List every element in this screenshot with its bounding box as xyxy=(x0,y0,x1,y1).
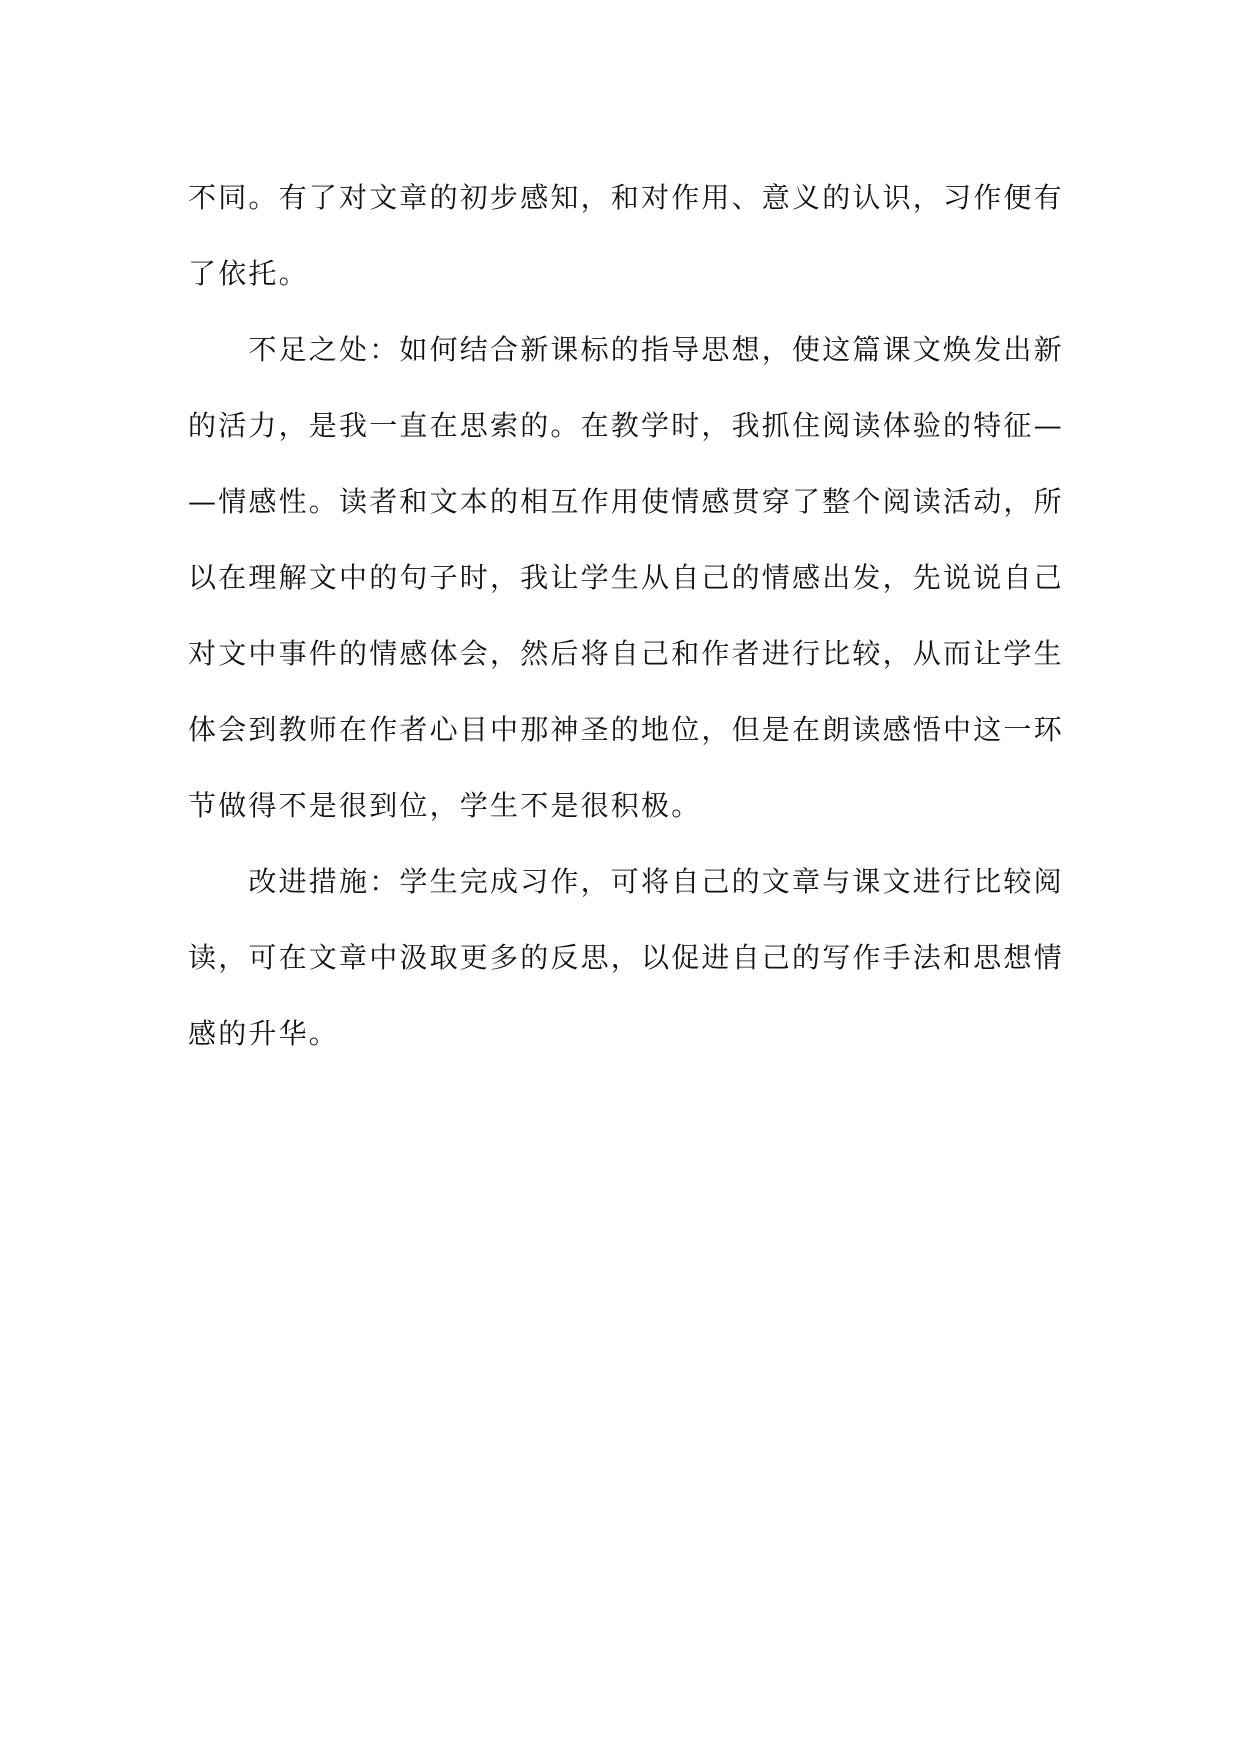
text-line: 了依托。 xyxy=(188,257,309,290)
text-line: 的活力，是我一直在思索的。在教学时，我抓住阅读体验的特征— xyxy=(188,409,1064,442)
text-line: 节做得不是很到位，学生不是很积极。 xyxy=(188,789,702,822)
text-line: 读，可在文章中汲取更多的反思，以促进自己的写作手法和思想情 xyxy=(188,941,1064,974)
text-line: 不同。有了对文章的初步感知，和对作用、意义的认识，习作便有 xyxy=(188,181,1064,214)
text-line: 对文中事件的情感体会，然后将自己和作者进行比较，从而让学生 xyxy=(188,637,1064,670)
paragraph-continuation xyxy=(188,160,1064,312)
paragraph-shortcomings xyxy=(188,312,1064,844)
text-line: 改进措施：学生完成习作，可将自己的文章与课文进行比较阅 xyxy=(188,865,1064,898)
text-line: 体会到教师在作者心目中那神圣的地位，但是在朗读感悟中这一环 xyxy=(188,713,1064,746)
document-body xyxy=(188,160,1064,1072)
text-line: 以在理解文中的句子时，我让学生从自己的情感出发，先说说自己 xyxy=(188,561,1064,594)
text-line: 感的升华。 xyxy=(188,1017,340,1050)
text-line: —情感性。读者和文本的相互作用使情感贯穿了整个阅读活动，所 xyxy=(188,485,1064,518)
text-line: 不足之处：如何结合新课标的指导思想，使这篇课文焕发出新 xyxy=(188,333,1064,366)
paragraph-improvements xyxy=(188,844,1064,1072)
